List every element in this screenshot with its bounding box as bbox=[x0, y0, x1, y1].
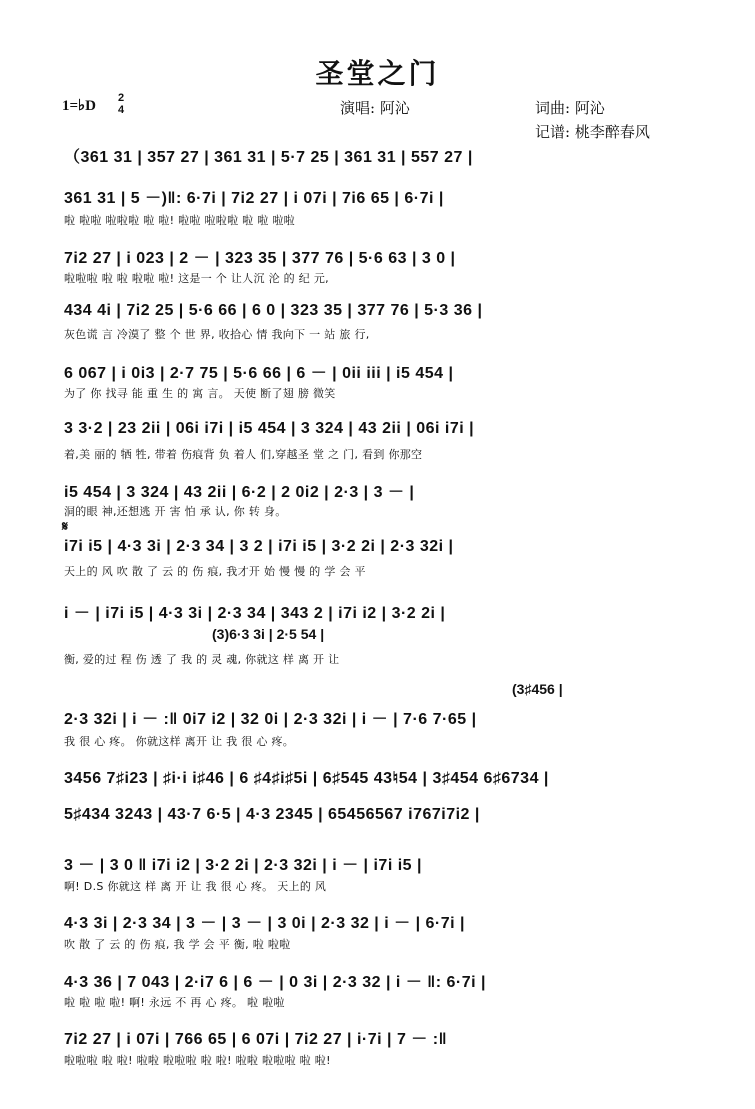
lyric-line: 着,美 丽的 牺 牲, 带着 伤痕背 负 着人 们,穿越圣 堂 之 门, 看到 你那空 bbox=[64, 448, 423, 461]
alternate-phrase: (3)6·3 3i | 2·5 54 | bbox=[212, 626, 325, 642]
notation-line: 3 － | 3 0 ‖ i7i i2 | 3·2 2i | 2·3 32i | i － | i7i i5 | bbox=[64, 857, 422, 874]
notation-line: 4·3 3i | 2·3 34 | 3 － | 3 － | 3 0i | 2·3 32 | i － | 6·7i | bbox=[64, 915, 465, 932]
notation-line: 3456 7♯i23 | ♯i·i i♯46 | 6 ♯4♯i♯5i | 6♯545 43♮54 | 3♯454 6♯6734 | bbox=[64, 770, 549, 787]
lyric-line: 为了 你 找寻 能 重 生 的 寓 言。 天使 断了翅 膀 微笑 bbox=[64, 387, 336, 400]
notation-line: 7i2 27 | i 023 | 2 － | 323 35 | 377 76 | 5·6 63 | 3 0 | bbox=[64, 250, 456, 267]
notation-line: 4·3 36 | 7 043 | 2·i7 6 | 6 － | 0 3i | 2·3 32 | i － ‖: 6·7i | bbox=[64, 974, 486, 991]
page-title: 圣堂之门 bbox=[315, 57, 440, 90]
notation-line: 3 3·2 | 23 2ii | 06i i7i | i5 454 | 3 324 | 43 2ii | 06i i7i | bbox=[64, 420, 475, 437]
segno-sign: 𝄋 bbox=[62, 518, 69, 534]
lyric-line: 啦啦啦 啦 啦 啦啦 啦! 这是一 个 让人沉 沦 的 纪 元, bbox=[64, 272, 329, 285]
time-top: 2 bbox=[118, 92, 125, 104]
notation-line: i5 454 | 3 324 | 43 2ii | 6·2 | 2 0i2 | 2·3 | 3 － | bbox=[64, 484, 415, 501]
lyric-line: 啦啦啦 啦 啦! 啦啦 啦啦啦 啦 啦! 啦啦 啦啦啦 啦 啦! bbox=[64, 1054, 331, 1067]
lyric-line: 衡, 爱的过 程 伤 透 了 我 的 灵 魂, 你就这 样 离 开 让 bbox=[64, 653, 340, 666]
notation-line: 2·3 32i | i － :‖ 0i7 i2 | 32 0i | 2·3 32i | i － | 7·6 7·65 | bbox=[64, 711, 477, 728]
singer-credit: 演唱: 阿沁 bbox=[340, 99, 410, 117]
notation-line: 5♯434 3243 | 43·7 6·5 | 4·3 2345 | 65456567 i767i7i2 | bbox=[64, 806, 480, 823]
notation-line: i － | i7i i5 | 4·3 3i | 2·3 34 | 343 2 | i7i i2 | 3·2 2i | bbox=[64, 605, 446, 622]
transcriber-credit: 记谱: 桃李醉春风 bbox=[535, 123, 650, 141]
notation-line: 361 31 | 5 －)‖: 6·7i | 7i2 27 | i 07i | 7i6 65 | 6·7i | bbox=[64, 190, 444, 207]
notation-line: i7i i5 | 4·3 3i | 2·3 34 | 3 2 | i7i i5 | 3·2 2i | 2·3 32i | bbox=[64, 538, 454, 555]
notation-line: 434 4i | 7i2 25 | 5·6 66 | 6 0 | 323 35 | 377 76 | 5·3 36 | bbox=[64, 302, 483, 319]
notation-line: 7i2 27 | i 07i | 766 65 | 6 07i | 7i2 27 | i·7i | 7 － :‖ bbox=[64, 1031, 448, 1048]
lyric-line: 吹 散 了 云 的 伤 痕, 我 学 会 平 衡, 啦 啦啦 bbox=[64, 938, 291, 951]
lyric-line: 啊! D.S 你就这 样 离 开 让 我 很 心 疼。 天上的 风 bbox=[64, 880, 327, 893]
time-bottom: 4 bbox=[118, 104, 125, 116]
lyric-line: 灰色谎 言 冷漠了 整 个 世 界, 收拾心 情 我向下 一 站 旅 行, bbox=[64, 328, 370, 341]
key-signature: 1=♭D bbox=[62, 98, 96, 114]
time-signature bbox=[118, 92, 124, 116]
lyric-line: 天上的 风 吹 散 了 云 的 伤 痕, 我才开 始 慢 慢 的 学 会 平 bbox=[64, 565, 366, 578]
interlude-intro: (3♯456 | bbox=[512, 681, 563, 697]
lyric-line: 啦 啦 啦 啦! 啊! 永远 不 再 心 疼。 啦 啦啦 bbox=[64, 996, 285, 1009]
lyric-line: 洞的眼 神,还想逃 开 害 怕 承 认, 你 转 身。 bbox=[64, 505, 287, 518]
notation-line: （361 31 | 357 27 | 361 31 | 5·7 25 | 361 31 | 557 27 | bbox=[64, 149, 473, 166]
lyric-line: 啦 啦啦 啦啦啦 啦 啦! 啦啦 啦啦啦 啦 啦 啦啦 bbox=[64, 214, 295, 227]
notation-line: 6 067 | i 0i3 | 2·7 75 | 5·6 66 | 6 － | 0ii iii | i5 454 | bbox=[64, 365, 454, 382]
lyric-line: 我 很 心 疼。 你就这样 离开 让 我 很 心 疼。 bbox=[64, 735, 295, 748]
lyricist-credit: 词曲: 阿沁 bbox=[535, 99, 605, 117]
